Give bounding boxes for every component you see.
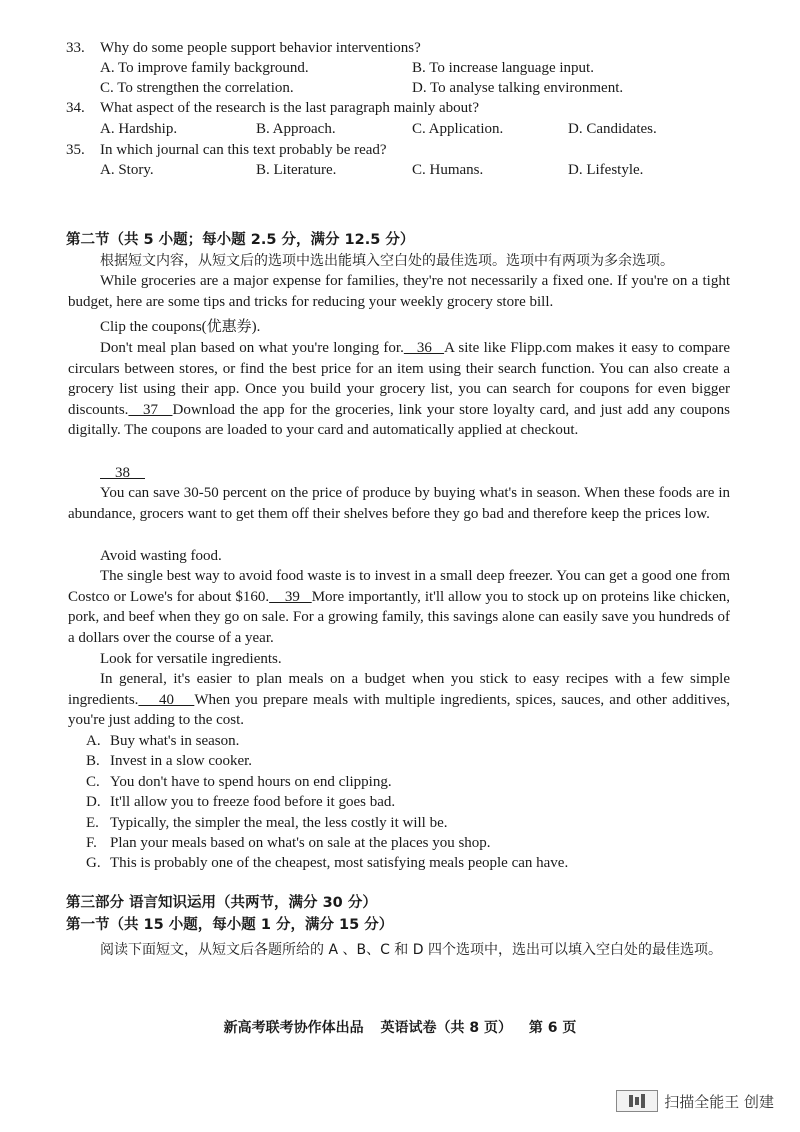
choice-letter: G. bbox=[86, 855, 101, 871]
question-34 bbox=[66, 98, 479, 118]
option-b: B. Approach. bbox=[256, 121, 336, 137]
passage-paragraph bbox=[68, 338, 730, 441]
question-number: 35. bbox=[66, 142, 85, 158]
section-instruction: 阅读下面短文，从短文后各题所给的 A 、B、C 和 D 四个选项中，选出可以填入空白处的最佳选项。 bbox=[100, 942, 722, 958]
subheading: Avoid wasting food. bbox=[100, 548, 222, 564]
option-a: A. To improve family background. bbox=[100, 60, 309, 76]
watermark-text: 扫描全能王 创建 bbox=[664, 1092, 774, 1111]
choice-text: Typically, the simpler the meal, the less costly it will be. bbox=[110, 815, 448, 831]
section-instruction: 根据短文内容，从短文后的选项中选出能填入空白处的最佳选项。选项中有两项为多余选项。 bbox=[100, 253, 674, 269]
choice-text: Plan your meals based on what's on sale at the places you shop. bbox=[110, 835, 491, 851]
choice-letter: D. bbox=[86, 794, 101, 810]
scanner-watermark bbox=[616, 1090, 774, 1112]
footer-paper: 英语试卷（共 8 页） bbox=[380, 1020, 512, 1036]
question-number: 34. bbox=[66, 100, 85, 116]
choice-letter: F. bbox=[86, 835, 97, 851]
question-stem: Why do some people support behavior interventions? bbox=[100, 40, 421, 56]
blank-38-line bbox=[100, 463, 145, 483]
choice-text: Buy what's in season. bbox=[110, 733, 240, 749]
option-b: B. To increase language input. bbox=[412, 60, 594, 76]
scanner-logo-icon bbox=[616, 1090, 658, 1112]
choice-letter: E. bbox=[86, 815, 99, 831]
passage-paragraph bbox=[68, 669, 730, 731]
choice-b bbox=[86, 751, 252, 772]
paragraph-text: Download the app for the groceries, link your store loyalty card, and just add any coupons digitally. The coupons are loaded to your card and automatically applied at checkout. bbox=[68, 401, 730, 439]
choice-a bbox=[86, 731, 239, 752]
paragraph-text: A site like Flipp.com makes it easy to compare circulars between stores, or find the best price for an item using their search function. You can also create a grocery list using their app. Once you build your grocery list, you can search for coupons for even bigger discounts. bbox=[68, 340, 730, 418]
section-heading: 第一节（共 15 小题，每小题 1 分，满分 15 分） bbox=[66, 917, 394, 933]
page-footer bbox=[0, 1018, 800, 1038]
question-stem: What aspect of the research is the last paragraph mainly about? bbox=[100, 100, 480, 116]
blank-38: 38 bbox=[100, 465, 145, 481]
choice-text: It'll allow you to freeze food before it goes bad. bbox=[110, 794, 396, 810]
passage-paragraph bbox=[68, 566, 730, 648]
section-heading: 第二节（共 5 小题；每小题 2.5 分，满分 12.5 分） bbox=[66, 232, 415, 248]
question-33 bbox=[66, 38, 421, 58]
choice-d bbox=[86, 792, 395, 813]
choice-c bbox=[86, 772, 392, 793]
paragraph-text: The single best way to avoid food waste is to invest in a small deep freezer. You can get a good one from Costco or Lowe's for about $160. bbox=[68, 568, 730, 605]
option-c: C. Application. bbox=[412, 121, 504, 137]
option-d: D. Candidates. bbox=[568, 121, 657, 137]
paragraph-text: In general, it's easier to plan meals on a budget when you stick to easy recipes with a few simple ingredients. bbox=[68, 671, 730, 708]
paragraph-text: More importantly, it'll allow you to stock up on proteins like chicken, pork, and beef when they go on sale. For a growing family, this savings alone can easily save you hundreds of a dollars over the course of a year. bbox=[68, 588, 731, 646]
option-b: B. Literature. bbox=[256, 162, 337, 178]
question-number: 33. bbox=[66, 40, 85, 56]
choice-e bbox=[86, 813, 448, 834]
paragraph-text: When you prepare meals with multiple ingredients, spices, sauces, and other additives, you're just adding to the cost. bbox=[68, 691, 730, 729]
paragraph-text: Don't meal plan based on what you're longing for. bbox=[100, 340, 404, 356]
option-d: D. To analyse talking environment. bbox=[412, 80, 624, 96]
option-a: A. Hardship. bbox=[100, 121, 178, 137]
question-stem: In which journal can this text probably be read? bbox=[100, 142, 387, 158]
choice-f bbox=[86, 833, 491, 854]
option-a: A. Story. bbox=[100, 162, 154, 178]
subheading: Clip the coupons(优惠券). bbox=[100, 319, 261, 335]
blank-37: 37 bbox=[128, 401, 173, 418]
passage-intro: While groceries are a major expense for families, they're not necessarily a fixed one. If you're on a tight budget, here are some tips and tricks for reducing your weekly grocery store bill. bbox=[68, 273, 730, 310]
passage-paragraph: You can save 30-50 percent on the price of produce by buying what's in season. When these foods are in abundance, grocers want to get them off their shelves before they go bad and therefore keep the prices low. bbox=[68, 485, 730, 522]
blank-39: 39 bbox=[269, 588, 312, 605]
choice-text: This is probably one of the cheapest, most satisfying meals people can have. bbox=[110, 855, 569, 871]
footer-org: 新高考联考协作体出品 bbox=[223, 1020, 364, 1036]
choice-letter: B. bbox=[86, 753, 100, 769]
choice-g bbox=[86, 853, 568, 874]
question-35 bbox=[66, 140, 387, 160]
option-c: C. To strengthen the correlation. bbox=[100, 80, 294, 96]
option-c: C. Humans. bbox=[412, 162, 484, 178]
choice-letter: C. bbox=[86, 774, 100, 790]
part-heading: 第三部分 语言知识运用（共两节，满分 30 分） bbox=[66, 895, 377, 911]
blank-40: 40 bbox=[138, 691, 195, 708]
choice-letter: A. bbox=[86, 733, 101, 749]
footer-page-number: 第 6 页 bbox=[528, 1020, 577, 1036]
subheading: Look for versatile ingredients. bbox=[100, 651, 282, 667]
blank-36: 36 bbox=[403, 340, 445, 356]
choice-text: Invest in a slow cooker. bbox=[110, 753, 253, 769]
option-d: D. Lifestyle. bbox=[568, 162, 644, 178]
choice-text: You don't have to spend hours on end clipping. bbox=[110, 774, 392, 790]
